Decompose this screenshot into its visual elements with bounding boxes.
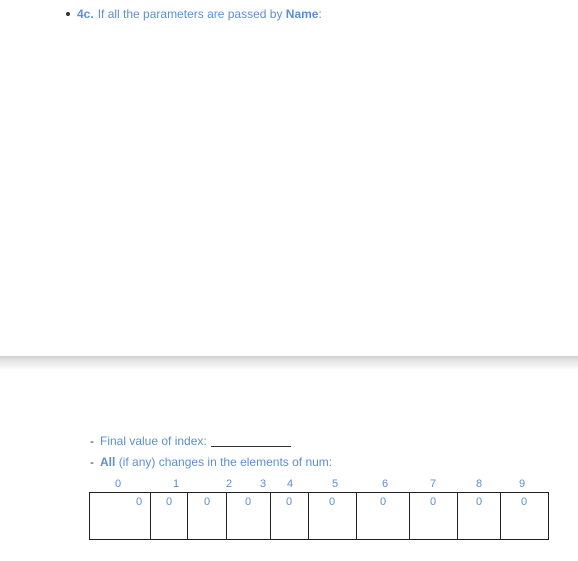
final-index-blank: [211, 436, 291, 447]
question-text: If all the parameters are passed by: [97, 7, 283, 21]
array-value: 0: [520, 496, 528, 508]
final-index-label: Final value of index:: [100, 434, 207, 448]
cell-divider: [500, 493, 501, 539]
array-index: 3: [259, 478, 267, 490]
array-value: 0: [285, 496, 293, 508]
bullet-icon: [66, 12, 70, 16]
array-index: 7: [429, 478, 437, 490]
dash-icon: -: [90, 455, 94, 469]
array-index: 4: [286, 478, 294, 490]
cell-divider: [187, 493, 188, 539]
changes-line: [90, 454, 332, 470]
array-value: 0: [165, 496, 173, 508]
cell-divider: [356, 493, 357, 539]
cell-divider: [457, 493, 458, 539]
cell-divider: [409, 493, 410, 539]
array-index: 9: [518, 478, 526, 490]
cell-divider: [150, 493, 151, 539]
array-grid: [89, 492, 549, 540]
array-index: 0: [114, 478, 122, 490]
question-number: 4c.: [77, 7, 94, 21]
question-4c: [66, 6, 322, 22]
question-keyword: Name: [285, 7, 319, 21]
dash-icon: -: [90, 434, 94, 448]
array-index: 2: [225, 478, 233, 490]
array-value: 0: [429, 496, 437, 508]
array-value: 0: [244, 496, 252, 508]
page-separator: [0, 356, 578, 370]
array-index: 5: [331, 478, 339, 490]
array-value: 0: [203, 496, 211, 508]
cell-divider: [270, 493, 271, 539]
array-index: 1: [172, 478, 180, 490]
changes-text: (if any) changes in the elements of num:: [118, 455, 333, 469]
cell-divider: [308, 493, 309, 539]
array-value: 0: [328, 496, 336, 508]
array-value: 0: [379, 496, 387, 508]
final-index-line: [90, 433, 291, 449]
question-colon: :: [318, 7, 322, 21]
changes-bold: All: [100, 455, 116, 469]
array-value: 0: [135, 496, 143, 508]
array-index: 8: [475, 478, 483, 490]
array-index: 6: [381, 478, 389, 490]
array-value: 0: [475, 496, 483, 508]
cell-divider: [226, 493, 227, 539]
